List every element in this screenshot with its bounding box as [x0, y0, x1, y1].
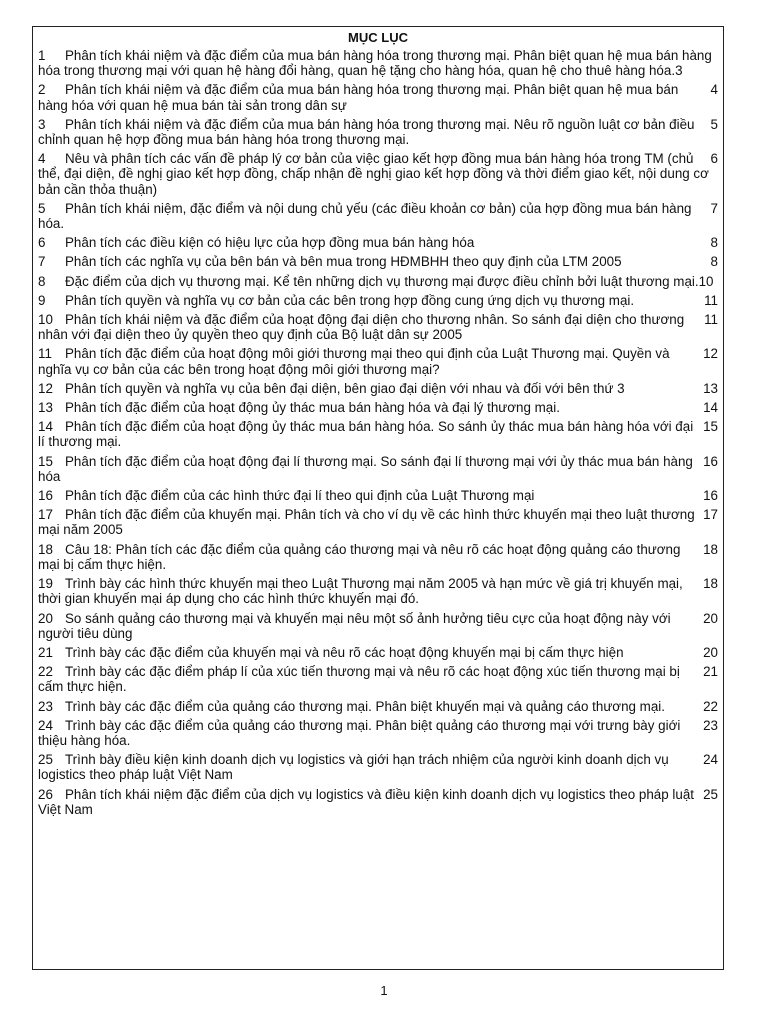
toc-entry-number: 14: [38, 419, 53, 435]
toc-entry[interactable]: [38, 201, 718, 231]
toc-entry-text: Phân tích đặc điểm của hoạt động ủy thác mua bán hàng hóa và đại lý thương mại.: [65, 400, 560, 416]
toc-entry[interactable]: [38, 48, 718, 78]
toc-entry-page: 8: [710, 254, 718, 270]
toc-entry-number: 24: [38, 717, 53, 733]
toc-entry-number: 1: [38, 48, 46, 63]
toc-entry-page: 15: [703, 419, 718, 435]
toc-entry-text: Trình bày các đặc điểm của quảng cáo thương mại. Phân biệt khuyến mại và quảng cáo thương mại.: [65, 698, 665, 714]
toc-entry-number: 17: [38, 507, 53, 523]
toc-entry[interactable]: [38, 151, 718, 197]
toc-entry[interactable]: [38, 293, 718, 308]
toc-entry-page: 12: [703, 346, 718, 362]
toc-entry-number: 16: [38, 488, 53, 504]
toc-entry[interactable]: [38, 488, 718, 503]
toc-entries: [38, 48, 718, 817]
toc-entry-page: 18: [703, 541, 718, 557]
toc-entry-text: So sánh quảng cáo thương mại và khuyến mại nêu một số ảnh hưởng tiêu cực của hoạt động này với người tiêu dùng: [38, 610, 671, 641]
toc-entry-page: 21: [703, 664, 718, 680]
toc-entry-text: Phân tích khái niệm và đặc điểm của mua bán hàng hóa trong thương mại. Phân biệt quan hệ mua bán hàng hóa với quan hệ mua bán tài sản trong dân sự: [38, 82, 679, 113]
toc-entry-text: Phân tích đặc điểm của hoạt động môi giới thương mại theo qui định của Luật Thương mại. Quyền và nghĩa vụ cơ bản của các bên trong hoạt động môi giới thương mại?: [38, 346, 670, 377]
toc-entry-page: 18: [703, 576, 718, 592]
toc-entry-text: Phân tích đặc điểm của khuyến mại. Phân tích và cho ví dụ về các hình thức khuyến mại theo luật thương mại năm 2005: [38, 507, 695, 538]
toc-entry-number: 3: [38, 116, 46, 132]
toc-entry-number: 5: [38, 200, 46, 216]
toc-entry-number: 19: [38, 576, 53, 592]
toc-entry[interactable]: [38, 312, 718, 342]
toc-entry-text: Nêu và phân tích các vấn đề pháp lý cơ bản của việc giao kết hợp đồng mua bán hàng hóa trong TM (chủ thể, đại diện, đề nghị giao kết hợp đồng, chấp nhận đề nghị giao kết hợp đồng và thời điểm giao kết, nội dung cơ bản cần thỏa thuận): [38, 151, 709, 197]
toc-entry[interactable]: [38, 254, 718, 269]
toc-entry[interactable]: [38, 274, 718, 289]
toc-entry[interactable]: [38, 346, 718, 376]
toc-entry-number: 10: [38, 312, 53, 328]
toc-entry-page: 24: [703, 752, 718, 768]
toc-entry-number: 4: [38, 151, 46, 167]
toc-entry-text: Phân tích quyền và nghĩa vụ của bên đại diện, bên giao đại diện với nhau và đối với bên thứ 3: [65, 380, 625, 396]
toc-entry-page: 20: [703, 610, 718, 626]
toc-entry-text: Phân tích khái niệm đặc điểm của dịch vụ logistics và điều kiện kinh doanh dịch vụ logistics theo pháp luật Việt Nam: [38, 786, 694, 817]
toc-entry-number: 25: [38, 752, 53, 768]
toc-entry-page: 4: [710, 82, 718, 98]
toc-entry[interactable]: [38, 419, 718, 449]
toc-entry-text: Phân tích khái niệm và đặc điểm của hoạt động đại diện cho thương nhân. So sánh đại diện cho thương nhân với đại diện theo ủy quyền theo quy định của Bộ luật dân sự 2005: [38, 312, 685, 343]
toc-entry-text: Phân tích khái niệm và đặc điểm của mua bán hàng hóa trong thương mại. Phân biệt quan hệ mua bán hàng hóa trong thương mại với quan hệ hàng đổi hàng, quan hệ tặng cho hàng hóa, quan hệ cho thuê hàng hóa.: [38, 48, 712, 79]
toc-entry-text: Trình bày các đặc điểm của khuyến mại và nêu rõ các hoạt động khuyến mại bị cấm thực hiện: [65, 644, 624, 660]
toc-entry-number: 12: [38, 380, 53, 396]
toc-entry[interactable]: [38, 718, 718, 748]
toc-entry-page: 7: [710, 200, 718, 216]
toc-title: MỤC LỤC: [348, 30, 408, 45]
toc-entry-number: 11: [38, 346, 52, 362]
toc-entry[interactable]: [38, 664, 718, 694]
toc-entry-page: 5: [710, 116, 718, 132]
toc-entry-page: 23: [703, 717, 718, 733]
toc-entry-number: 6: [38, 235, 46, 251]
toc-entry-page: 6: [710, 151, 718, 167]
toc-entry-number: 18: [38, 541, 53, 557]
toc-entry-number: 22: [38, 664, 53, 680]
toc-entry-page: 20: [703, 644, 718, 660]
toc-entry-page: 10: [698, 273, 714, 289]
toc-entry-number: 23: [38, 698, 53, 714]
table-of-contents: [32, 26, 724, 970]
toc-entry-number: 13: [38, 400, 53, 416]
toc-entry-number: 7: [38, 254, 46, 270]
toc-entry-text: Trình bày các đặc điểm của quảng cáo thương mại. Phân biệt quảng cáo thương mại với trưng bày giới thiệu hàng hóa.: [38, 717, 681, 748]
toc-entry[interactable]: [38, 454, 718, 484]
toc-entry-number: 2: [38, 82, 46, 98]
toc-entry-number: 9: [38, 292, 46, 308]
toc-entry-page: 8: [710, 235, 718, 251]
toc-entry[interactable]: [38, 787, 718, 817]
toc-entry-text: Trình bày các đặc điểm pháp lí của xúc tiến thương mại và nêu rõ các hoạt động xúc tiến thương mại bị cấm thực hiện.: [38, 664, 680, 695]
toc-entry-page: 11: [704, 312, 718, 328]
toc-entry-page: 22: [703, 698, 718, 714]
toc-entry-page: 3: [675, 63, 683, 79]
toc-entry-number: 26: [38, 786, 53, 802]
toc-entry[interactable]: [38, 542, 718, 572]
toc-entry-text: Trình bày điều kiện kinh doanh dịch vụ logistics và giới hạn trách nhiệm của người kinh doanh dịch vụ logistics theo pháp luật Việt Nam: [38, 752, 669, 783]
toc-entry[interactable]: [38, 117, 718, 147]
toc-entry[interactable]: [38, 611, 718, 641]
toc-entry[interactable]: [38, 752, 718, 782]
toc-entry[interactable]: [38, 381, 718, 396]
toc-entry-text: Phân tích khái niệm, đặc điểm và nội dung chủ yếu (các điều khoản cơ bản) của hợp đồng mua bán hàng hóa.: [38, 200, 692, 232]
toc-entry-text: Phân tích đặc điểm của các hình thức đại lí theo qui định của Luật Thương mại: [65, 488, 535, 504]
toc-entry-text: Câu 18: Phân tích các đặc điểm của quảng cáo thương mại và nêu rõ các hoạt động quảng cáo thương mại bị cấm thực hiện.: [38, 541, 681, 572]
page-number: 1: [380, 983, 388, 998]
toc-entry-page: 14: [703, 400, 718, 416]
toc-entry-text: Phân tích đặc điểm của hoạt động ủy thác mua bán hàng hóa. So sánh ủy thác mua bán hàng hóa với đại lí thương mại.: [38, 419, 694, 450]
toc-entry-page: 16: [703, 488, 718, 504]
toc-entry-number: 20: [38, 610, 53, 626]
toc-entry-text: Phân tích khái niệm và đặc điểm của mua bán hàng hóa trong thương mại. Nêu rõ nguồn luật cơ bản điều chỉnh quan hệ hợp đồng mua bán hàng hóa trong thương mại.: [38, 116, 695, 148]
toc-entry-number: 21: [38, 644, 53, 660]
toc-entry-page: 16: [703, 453, 718, 469]
toc-entry-text: Trình bày các hình thức khuyến mại theo Luật Thương mại năm 2005 và hạn mức về giá trị khuyến mại, thời gian khuyến mại áp dụng cho các hình thức khuyến mại đó.: [38, 576, 683, 607]
toc-entry[interactable]: [38, 576, 718, 606]
toc-entry[interactable]: [38, 507, 718, 537]
toc-entry[interactable]: [38, 645, 718, 660]
toc-entry-page: 11: [704, 292, 718, 308]
toc-entry-text: Phân tích quyền và nghĩa vụ cơ bản của các bên trong hợp đồng cung ứng dịch vụ thương mại.: [65, 292, 635, 308]
toc-entry-text: Phân tích các nghĩa vụ của bên bán và bên mua trong HĐMBHH theo quy định của LTM 2005: [65, 254, 622, 270]
toc-entry[interactable]: [38, 235, 718, 250]
toc-entry-page: 17: [703, 507, 718, 523]
toc-entry-number: 8: [38, 273, 46, 289]
toc-entry-page: 13: [703, 380, 718, 396]
toc-entry-number: 15: [38, 453, 53, 469]
toc-entry[interactable]: [38, 400, 718, 415]
toc-entry-text: Phân tích đặc điểm của hoạt động đại lí thương mại. So sánh đại lí thương mại với ủy thác mua bán hàng hóa: [38, 453, 693, 484]
toc-entry-text: Đặc điểm của dịch vụ thương mại. Kể tên những dịch vụ thương mại được điều chỉnh bởi luật thương mại.: [65, 273, 699, 289]
toc-entry-page: 25: [703, 786, 718, 802]
toc-entry[interactable]: [38, 82, 718, 112]
toc-entry[interactable]: [38, 699, 718, 714]
toc-entry-text: Phân tích các điều kiện có hiệu lực của hợp đồng mua bán hàng hóa: [65, 235, 475, 251]
